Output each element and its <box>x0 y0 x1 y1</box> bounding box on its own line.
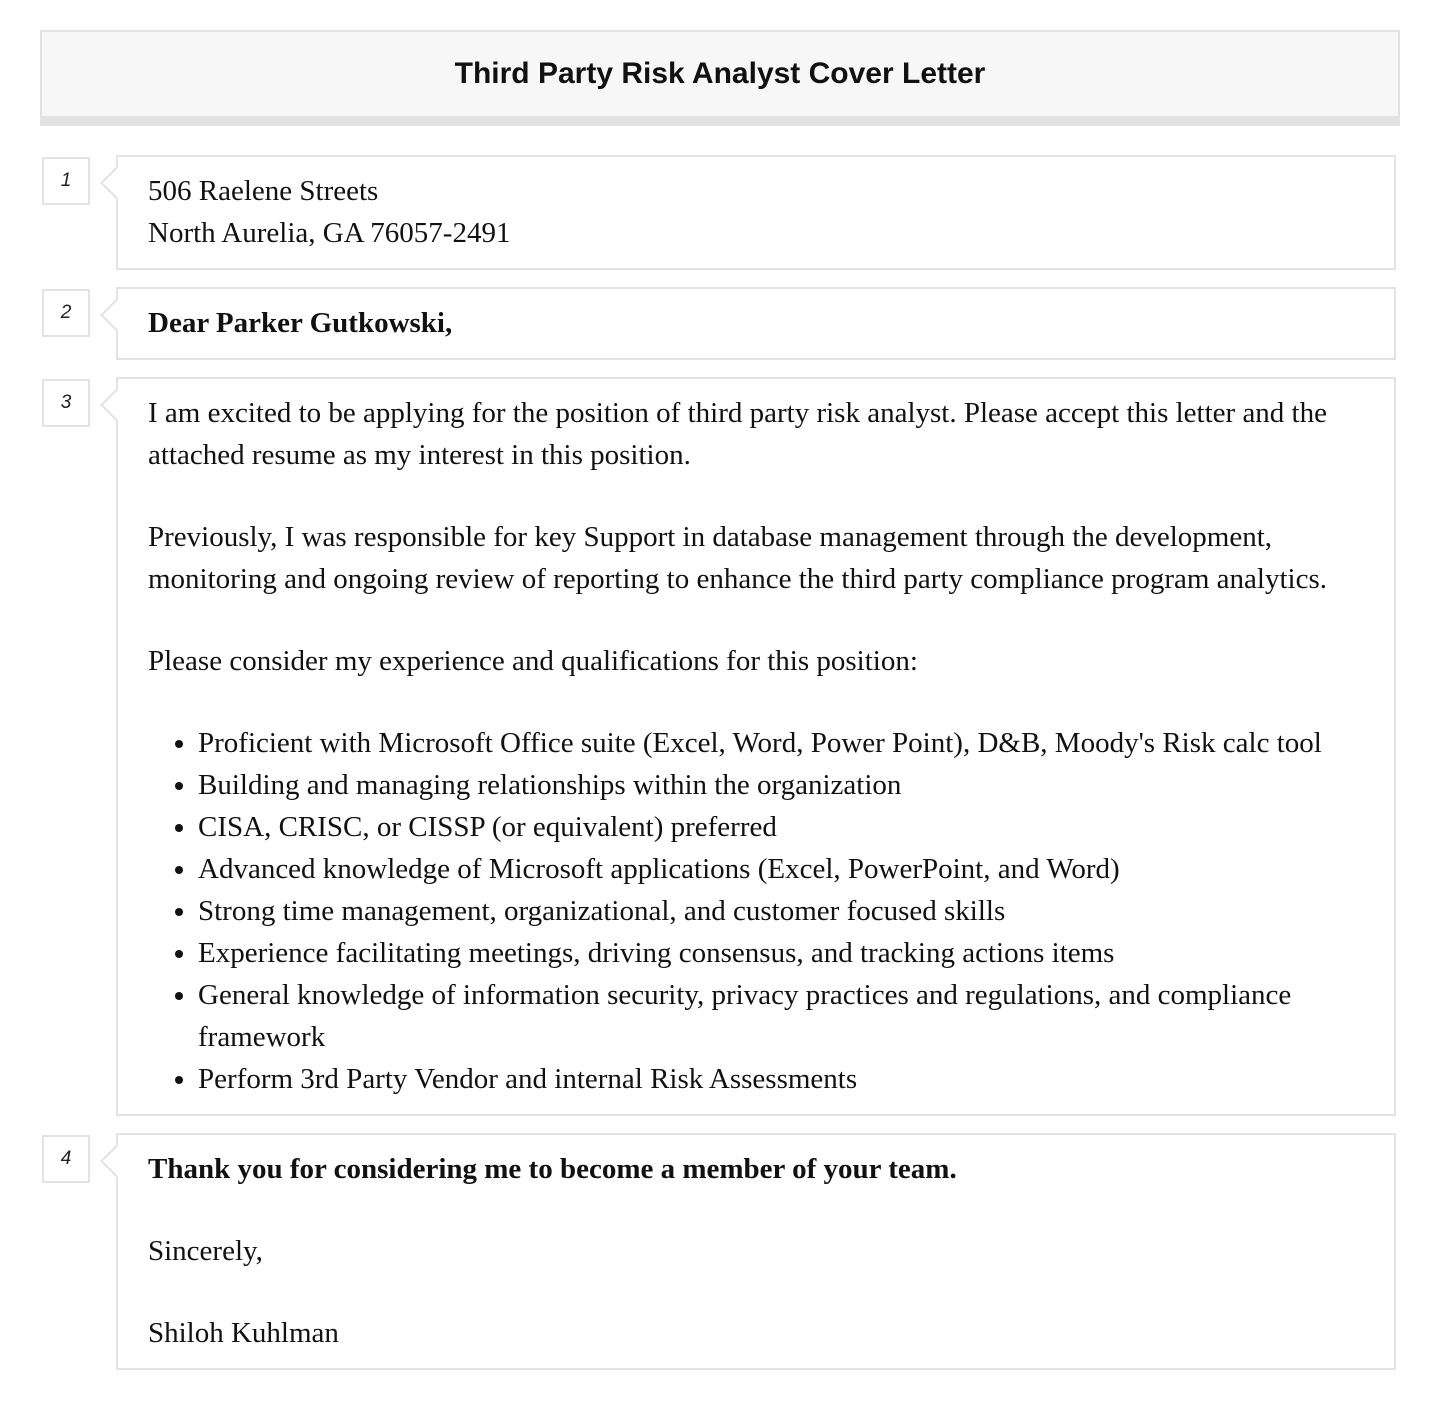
section-address <box>116 155 1396 270</box>
list-item: • Proficient with Microsoft Office suite (Excel, Word, Power Point), D&B, Moody's Risk calc tool <box>198 722 1366 764</box>
section-number-1: 1 <box>42 157 90 205</box>
signature: Shiloh Kuhlman <box>148 1317 339 1349</box>
list-item: • CISA, CRISC, or CISSP (or equivalent) preferred <box>198 806 1366 848</box>
section-body <box>116 377 1396 1116</box>
list-item: • Strong time management, organizational, and customer focused skills <box>198 890 1366 932</box>
thanks-line: Thank you for considering me to become a member of your team. <box>148 1153 957 1185</box>
section-closing <box>116 1133 1396 1370</box>
list-item: • Perform 3rd Party Vendor and internal Risk Assessments <box>198 1058 1366 1100</box>
list-item: • Experience facilitating meetings, driving consensus, and tracking actions items <box>198 932 1366 974</box>
section-number-2: 2 <box>42 289 90 337</box>
greeting: Dear Parker Gutkowski, <box>148 307 453 339</box>
list-item: • Advanced knowledge of Microsoft applications (Excel, PowerPoint, and Word) <box>198 848 1366 890</box>
page-title: Third Party Risk Analyst Cover Letter <box>454 57 986 90</box>
page-header <box>40 30 1400 126</box>
closing-line: Sincerely, <box>148 1235 263 1267</box>
list-item: • Building and managing relationships within the organization <box>198 764 1366 806</box>
address-line-1: 506 Raelene Streets <box>148 175 379 207</box>
consider-paragraph: Please consider my experience and qualifications for this position: <box>148 645 918 677</box>
intro-paragraph: I am excited to be applying for the position of third party risk analyst. Please accept this letter and the attached resume as my interest in this position. <box>148 397 1327 471</box>
qualifications-list <box>148 722 1366 1100</box>
address-line-2: North Aurelia, GA 76057-2491 <box>148 217 511 249</box>
list-item: • General knowledge of information security, privacy practices and regulations, and compliance framework <box>198 974 1366 1058</box>
section-number-3: 3 <box>42 379 90 427</box>
section-number-4: 4 <box>42 1135 90 1183</box>
section-greeting <box>116 287 1396 360</box>
previous-experience-paragraph: Previously, I was responsible for key Support in database management through the development, monitoring and ongoing review of reporting to enhance the third party compliance program analytics. <box>148 521 1327 595</box>
